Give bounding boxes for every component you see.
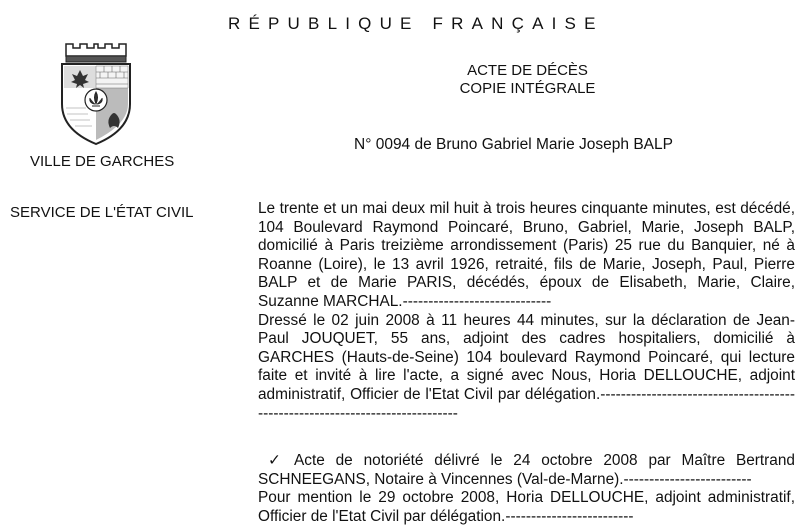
mention-paragraph-1 [258,452,795,489]
acte-body [258,200,795,423]
acte-numero: N° 0094 de Bruno Gabriel Marie Joseph BALP [354,136,673,153]
acte-title-line2: COPIE INTÉGRALE [459,80,596,97]
service-name: SERVICE DE L'ÉTAT CIVIL [10,204,194,221]
ville-name: VILLE DE GARCHES [30,153,175,170]
mention-block [258,452,795,526]
acte-title [420,62,635,98]
republique-header: RÉPUBLIQUE FRANÇAISE [228,14,604,33]
body-paragraph-2: Dressé le 02 juin 2008 à 11 heures 44 minutes, sur la déclaration de Jean-Paul JOUQUET, 55 ans, adjoint des cadres hospitaliers, domicilié à GARCHES (Hauts-de-Seine) 104 boulevard Raymond Poincaré, qui lecture faite et invité à lire l'acte, a signé avec Nous, Horia DELLOUCHE, adjoint administratif, Officier de l'Etat Civil par délégation.----------------------------------------------------------------------------- [258,311,795,422]
mention-text-1: Acte de notoriété délivré le 24 octobre 2008 par Maître Bertrand SCHNEEGANS, Notaire à Vincennes (Val-de-Marne).------------------------- [258,452,795,488]
checkmark-icon: ✓ [268,452,281,469]
mention-paragraph-2: Pour mention le 29 octobre 2008, Horia DELLOUCHE, adjoint administratif, Officier de l'Etat Civil par délégation.------------------------- [258,489,795,525]
body-paragraph-1: Le trente et un mai deux mil huit à trois heures cinquante minutes, est décédé, 104 Boulevard Raymond Poincaré, Bruno, Gabriel, Marie, Joseph BALP, domicilié à Paris treizième arrondissement (Paris) 25 rue du Banquier, né à Roanne (Loire), le 13 avril 1926, retraité, fils de Marie, Joseph, Paul, Pierre BALP et de Marie PARIS, décédés, époux de Elisabeth, Marie, Claire, Suzanne MARCHAL.----------------------------- [258,200,795,310]
acte-title-line1: ACTE DE DÉCÈS [467,62,588,79]
garches-coat-of-arms-icon [56,38,136,148]
